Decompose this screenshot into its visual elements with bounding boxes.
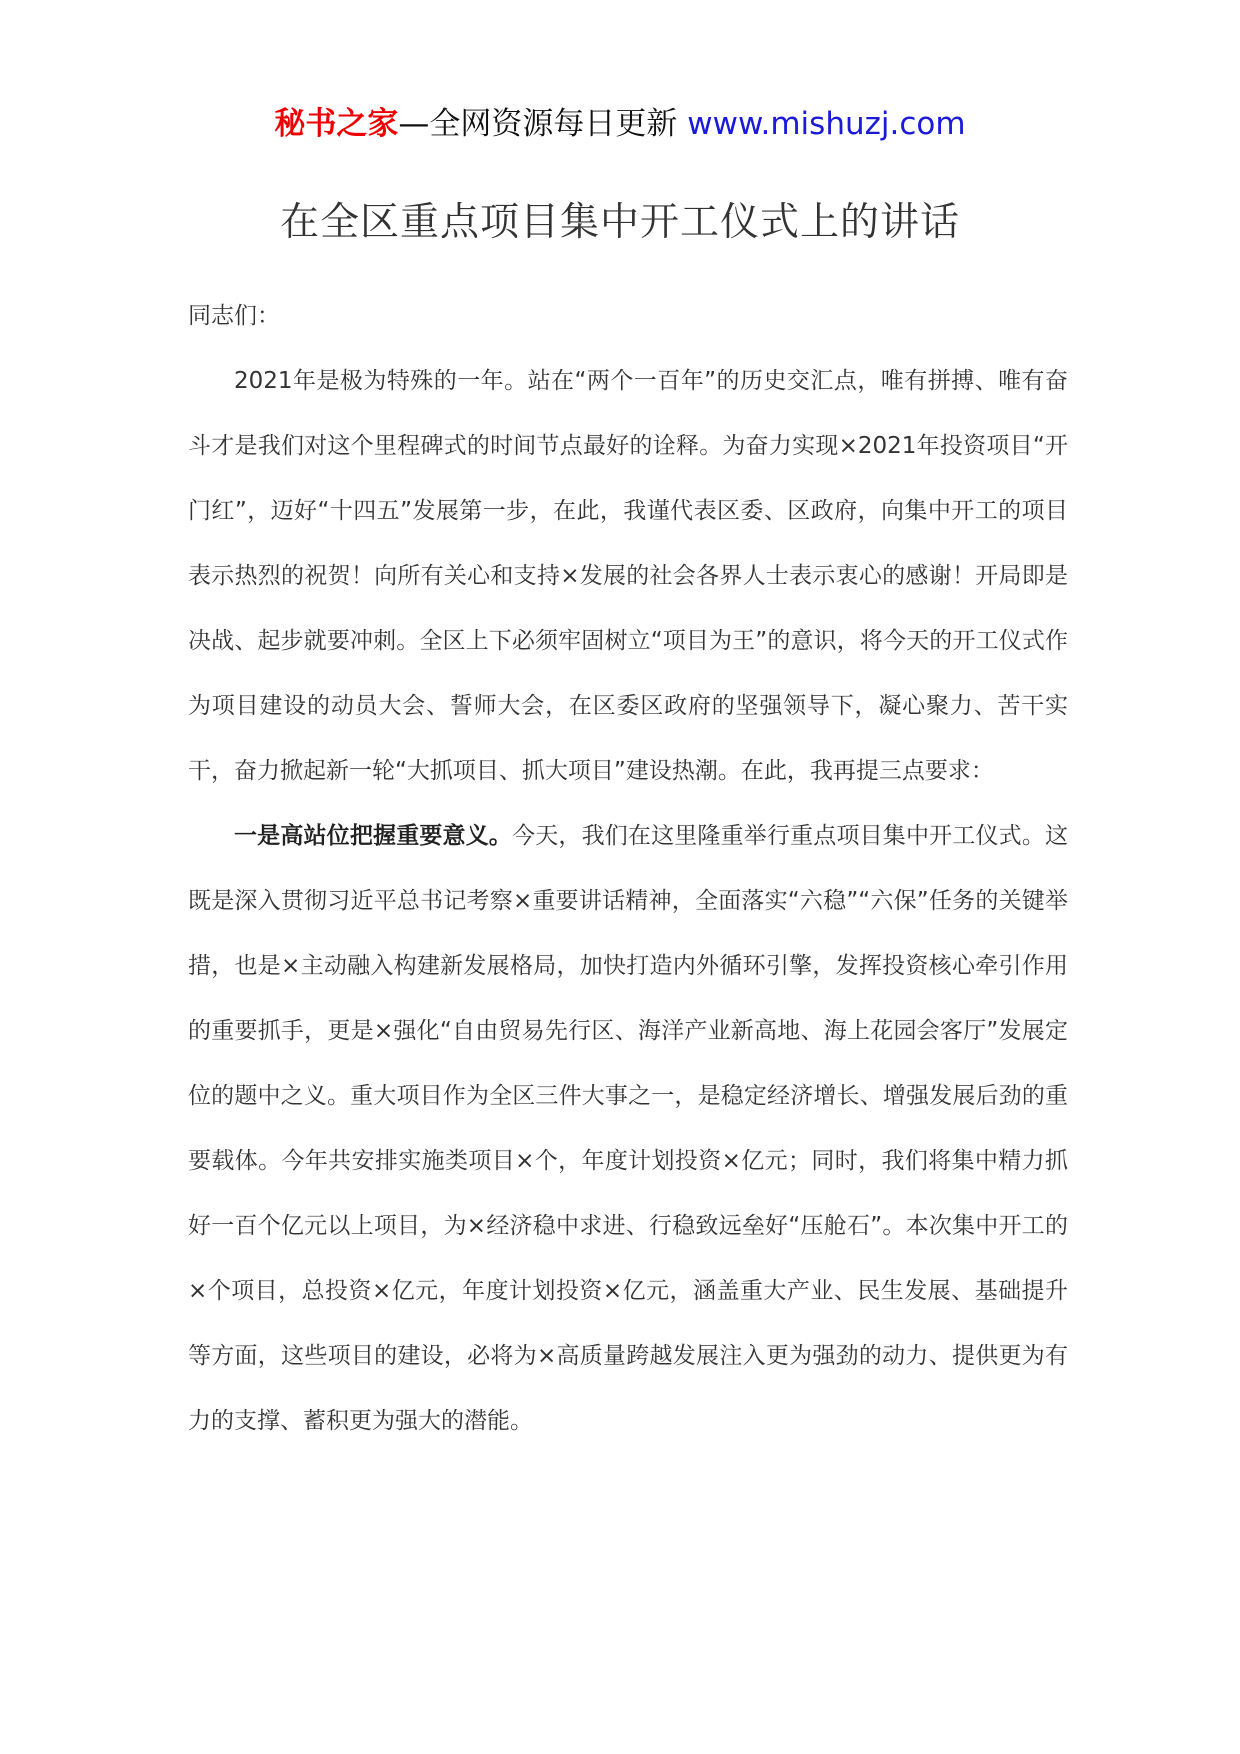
document-title: 在全区重点项目集中开工仪式上的讲话 — [279, 200, 960, 245]
site-url-link[interactable]: www.mishuzj.com — [687, 106, 966, 142]
document-body — [188, 284, 1068, 1454]
point-one-body: 今天，我们在这里隆重举行重点项目集中开工仪式。这既是深入贯彻习近平总书记考察×重要讲话精神，全面落实“六稳”“六保”任务的关键举措，也是×主动融入构建新发展格局，加快打造内外循环引擎，发挥投资核心牵引作用的重要抓手，更是×强化“自由贸易先行区、海洋产业新高地、海上花园会客厅”发展定位的题中之义。重大项目作为全区三件大事之一，是稳定经济增长、增强发展后劲的重要载体。今年共安排实施类项目×个，年度计划投资×亿元；同时，我们将集中精力抓好一百个亿元以上项目，为×经济稳中求进、行稳致远垒好“压舱石”。本次集中开工的×个项目，总投资×亿元，年度计划投资×亿元，涵盖重大产业、民生发展、基础提升等方面，这些项目的建设，必将为×高质量跨越发展注入更为强劲的动力、提供更为有力的支撑、蓄积更为强大的潜能。 — [188, 823, 1069, 1434]
banner-tagline: —全网资源每日更新 — [398, 106, 678, 142]
greeting: 同志们： — [188, 303, 280, 329]
paragraph-intro: 2021年是极为特殊的一年。站在“两个一百年”的历史交汇点，唯有拼搏、唯有奋斗才是我们对这个里程碑式的时间节点最好的诠释。为奋力实现×2021年投资项目“开门红”，迈好“十四五”发展第一步，在此，我谨代表区委、区政府，向集中开工的项目表示热烈的祝贺！向所有关心和支持×发展的社会各界人士表示衷心的感谢！开局即是决战、起步就要冲刺。全区上下必须牢固树立“项目为王”的意识，将今天的开工仪式作为项目建设的动员大会、誓师大会，在区委区政府的坚强领导下，凝心聚力、苦干实干，奋力掀起新一轮“大抓项目、抓大项目”建设热潮。在此，我再提三点要求： — [188, 368, 1068, 784]
site-banner — [0, 102, 1240, 146]
paragraph-point-one — [188, 804, 1068, 1454]
point-one-heading: 一是高站位把握重要意义。 — [234, 823, 513, 849]
brand-name: 秘书之家 — [274, 106, 399, 142]
